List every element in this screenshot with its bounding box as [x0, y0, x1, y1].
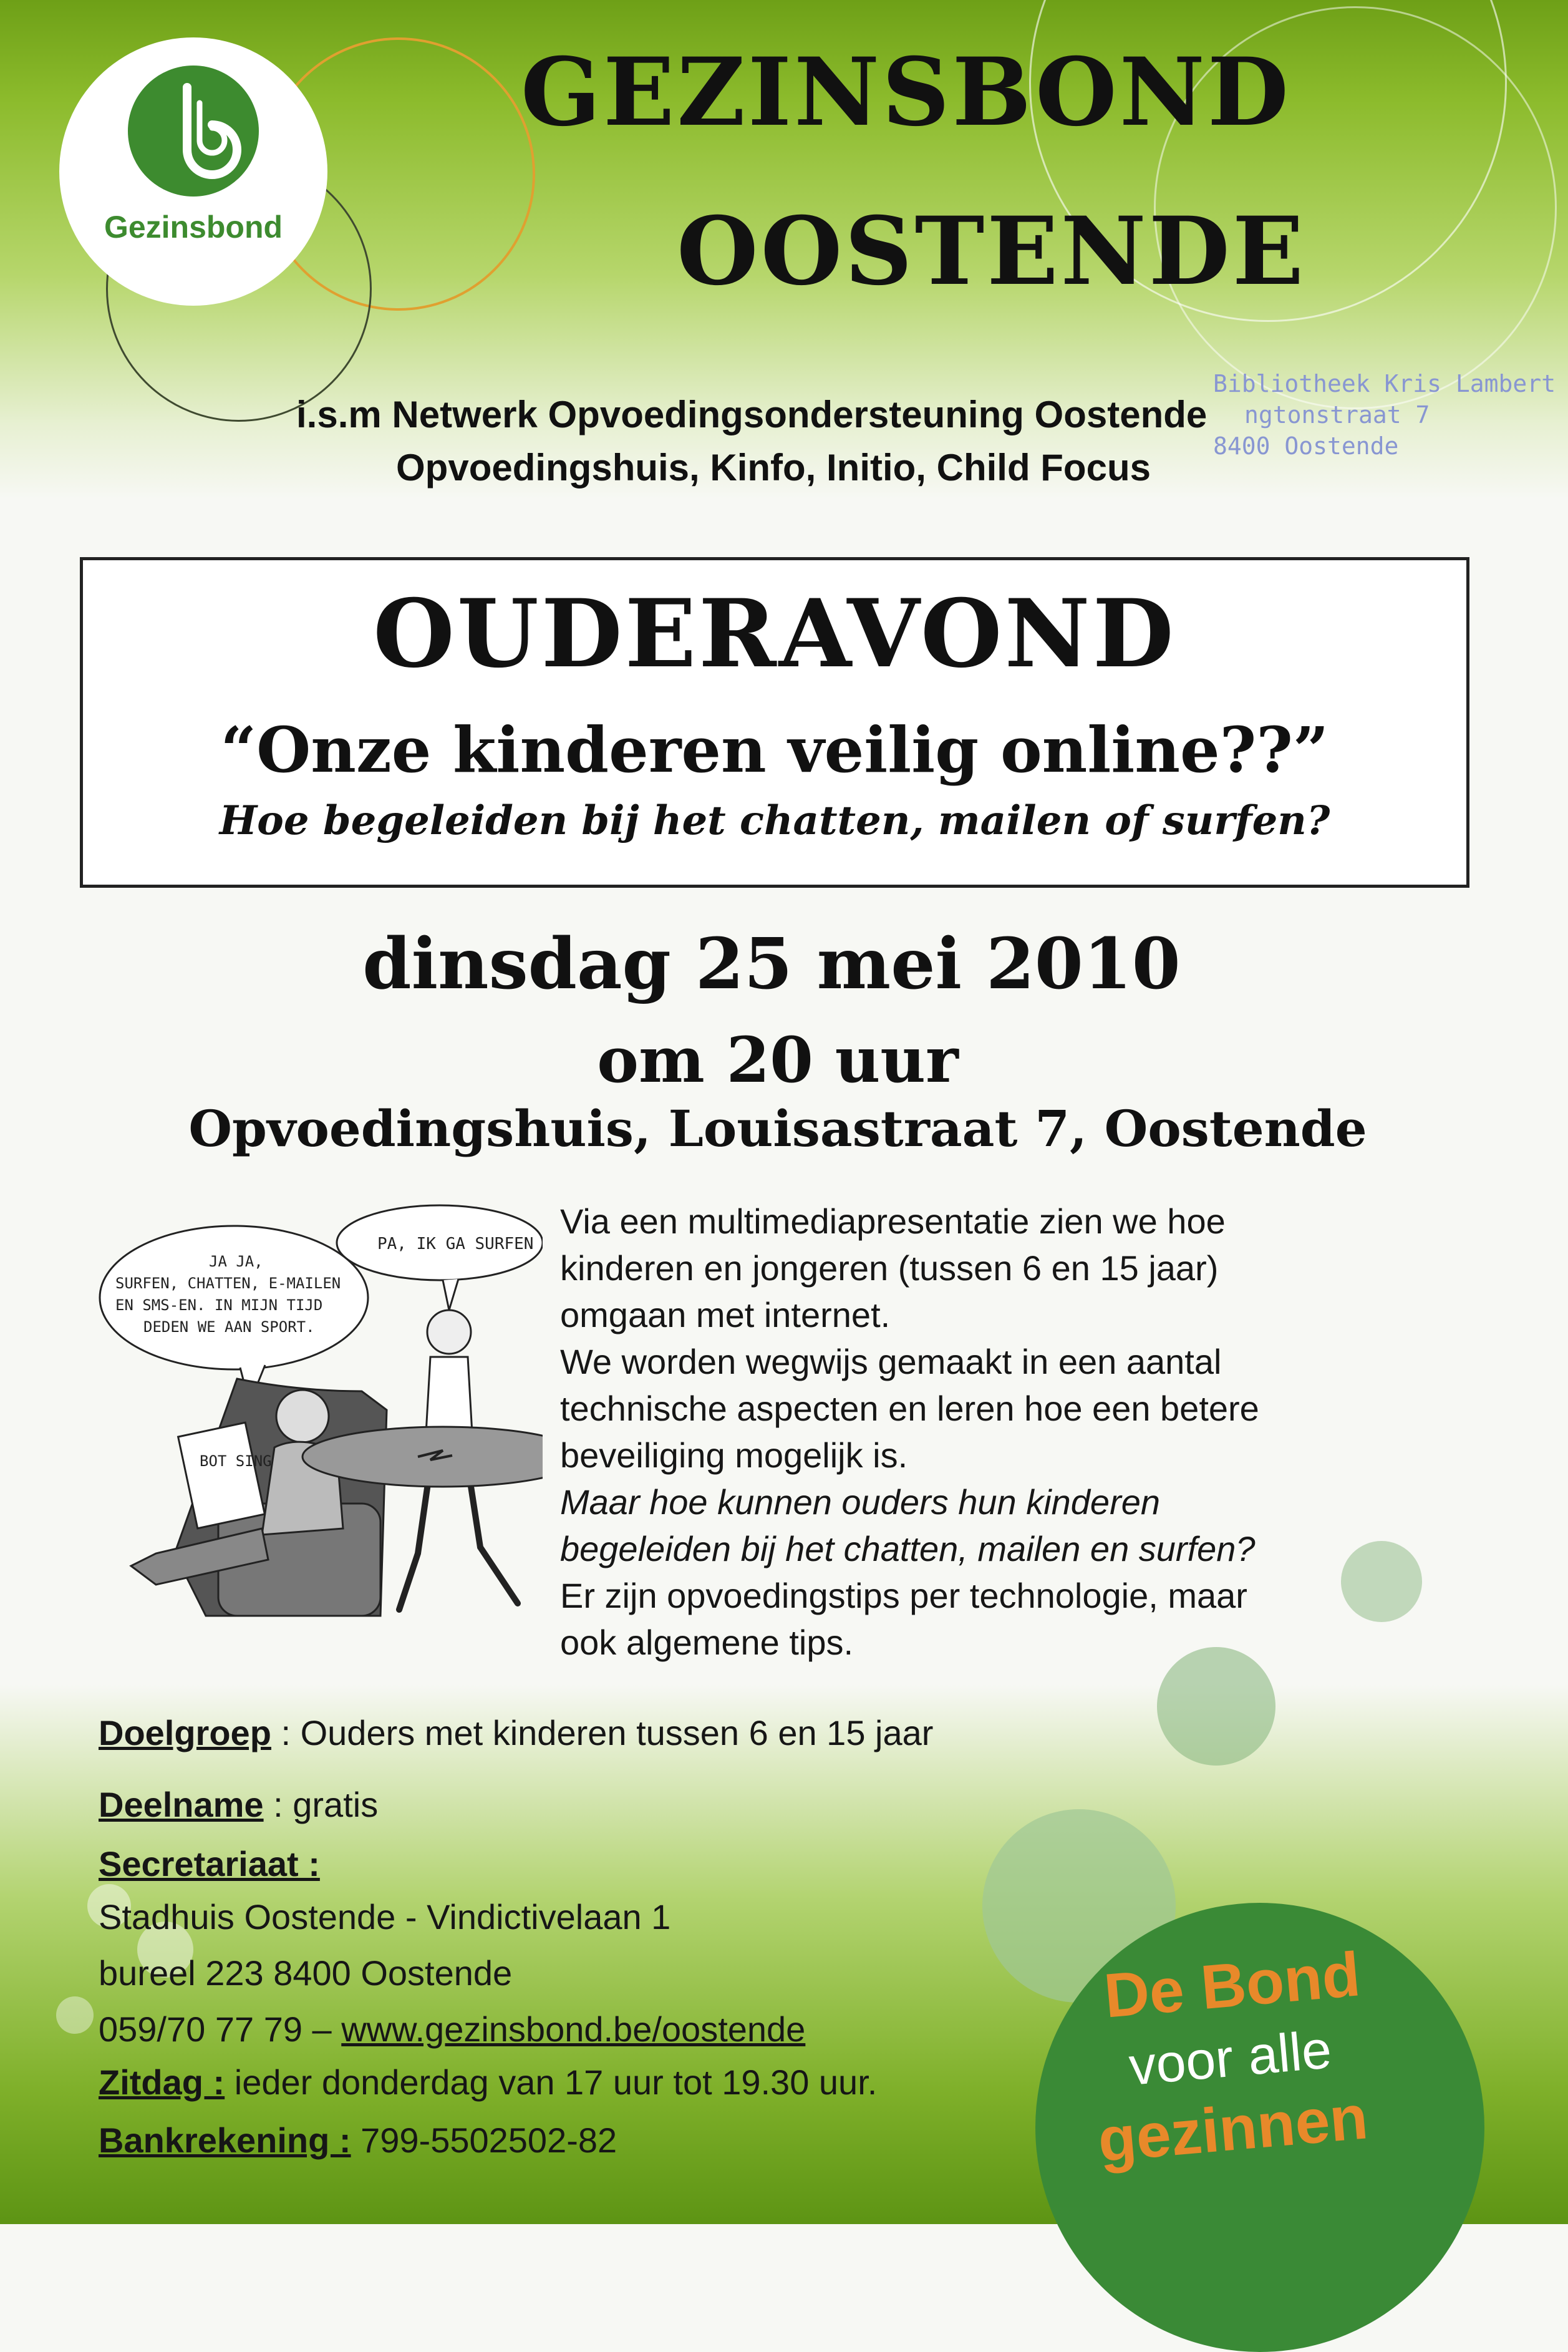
- cartoon-illustration: [94, 1204, 543, 1628]
- zitdag-row: [99, 2062, 877, 2102]
- stamp-line1: Bibliotheek Kris Lambert: [1213, 370, 1556, 397]
- description-line: technische aspecten en leren hoe een betere: [560, 1389, 1259, 1428]
- decor-circle: [1341, 1541, 1422, 1622]
- slogan-line1: De Bond: [1101, 1939, 1363, 2031]
- website-link[interactable]: www.gezinsbond.be/oostende: [341, 2009, 806, 2049]
- bubble-father-text: SURFEN, CHATTEN, E-MAILEN: [115, 1275, 341, 1292]
- deelname-row: [99, 1784, 378, 1825]
- event-description: [560, 1198, 1259, 1666]
- bank-label: Bankrekening :: [99, 2121, 351, 2160]
- event-title-box: [80, 557, 1469, 888]
- event-tagline: Hoe begeleiden bij het chatten, mailen of surfen?: [219, 797, 1330, 844]
- phone-number: 059/70 77 79 –: [99, 2009, 342, 2049]
- address-line: bureel 223 8400 Oostende: [99, 1953, 513, 1993]
- doelgroep-row: [99, 1713, 933, 1753]
- contact-row: [99, 2009, 805, 2049]
- description-line: ook algemene tips.: [560, 1623, 854, 1662]
- page-title-line2: OOSTENDE: [677, 197, 1307, 306]
- event-title: OUDERAVOND: [373, 579, 1176, 689]
- partners-line2: Opvoedingshuis, Kinfo, Initio, Child Focus: [396, 447, 1151, 488]
- secretariaat-label: Secretariaat :: [99, 1844, 320, 1883]
- logo-mark-icon: [128, 66, 259, 197]
- stamp-line2: ngtonstraat 7: [1244, 401, 1430, 429]
- slogan-line2: voor alle: [1126, 2019, 1334, 2097]
- library-stamp: [1213, 368, 1556, 462]
- bubble-father-text: JA JA,: [209, 1253, 263, 1270]
- description-line-italic: Maar hoe kunnen ouders hun kinderen: [560, 1482, 1161, 1522]
- bank-value: 799-5502502-82: [351, 2121, 617, 2160]
- gezinsbond-logo: [59, 37, 327, 306]
- event-time: om 20 uur: [597, 1023, 959, 1097]
- description-line-italic: begeleiden bij het chatten, mailen en surfen?: [560, 1529, 1256, 1568]
- bubble-father-text: DEDEN WE AAN SPORT.: [143, 1318, 315, 1336]
- doelgroep-label: Doelgroep: [99, 1713, 271, 1752]
- zitdag-label: Zitdag :: [99, 2063, 225, 2102]
- bubble-father-text: EN SMS-EN. IN MIJN TIJD: [115, 1296, 323, 1314]
- secretariaat-row: [99, 1844, 320, 1884]
- event-subtitle: “Onze kinderen veilig online??”: [220, 713, 1329, 787]
- partners-line1: i.s.m Netwerk Opvoedingsondersteuning Oostende: [296, 394, 1207, 435]
- slogan-line3: gezinnen: [1095, 2082, 1371, 2175]
- bubble-child-text: PA, IK GA SURFEN: [377, 1235, 534, 1253]
- book-title: BOT SING: [200, 1452, 272, 1470]
- description-line: omgaan met internet.: [560, 1295, 891, 1334]
- description-line: We worden wegwijs gemaakt in een aantal: [560, 1342, 1222, 1381]
- slogan-badge: [1035, 1903, 1484, 2352]
- bank-row: [99, 2120, 617, 2160]
- logo-text: Gezinsbond: [104, 210, 283, 245]
- page-title-line1: GEZINSBOND: [521, 37, 1291, 147]
- deelname-label: Deelname: [99, 1785, 264, 1824]
- event-location: Opvoedingshuis, Louisastraat 7, Oostende: [188, 1099, 1367, 1158]
- stamp-line3: 8400 Oostende: [1213, 432, 1399, 460]
- decor-circle: [56, 1996, 94, 2034]
- address-line: Stadhuis Oostende - Vindictivelaan 1: [99, 1897, 671, 1937]
- zitdag-value: ieder donderdag van 17 uur tot 19.30 uur.: [225, 2063, 878, 2102]
- description-line: kinderen en jongeren (tussen 6 en 15 jaar): [560, 1248, 1219, 1288]
- description-line: Via een multimediapresentatie zien we hoe: [560, 1202, 1226, 1241]
- description-line: beveiliging mogelijk is.: [560, 1436, 908, 1475]
- event-date: dinsdag 25 mei 2010: [362, 923, 1181, 1005]
- deelname-value: : gratis: [263, 1785, 379, 1824]
- doelgroep-value: : Ouders met kinderen tussen 6 en 15 jaar: [271, 1713, 934, 1752]
- description-line: Er zijn opvoedingstips per technologie, maar: [560, 1576, 1247, 1615]
